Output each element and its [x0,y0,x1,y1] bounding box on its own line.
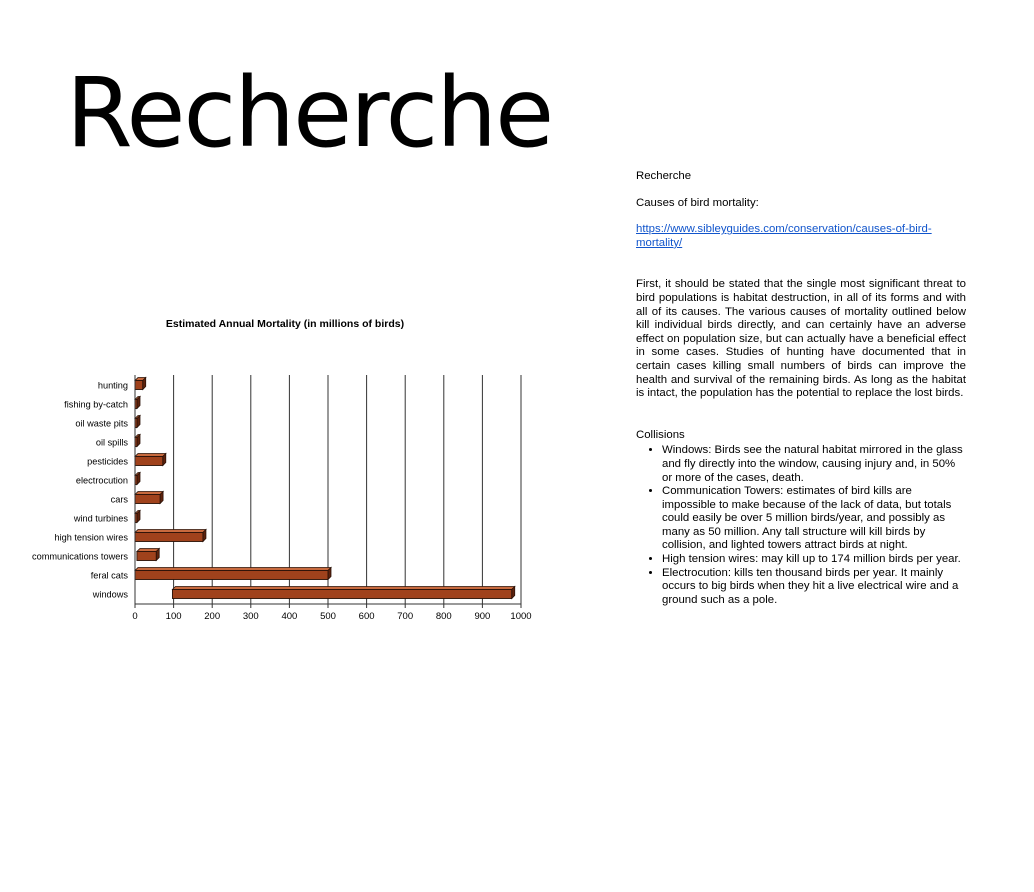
category-label-feral-cats: feral cats [90,570,128,581]
bar-pesticides [135,454,166,466]
bar-high-tension-wires [135,530,206,542]
chart-title: Estimated Annual Mortality (in millions of birds) [165,318,405,330]
bar-front-windows [172,590,511,599]
category-label-communications-towers: communications towers [32,551,128,562]
category-label-oil-waste-pits: oil waste pits [75,418,128,429]
mortality-chart [20,305,560,630]
bar-front-hunting [135,381,143,390]
bullet-electrocution: • Electrocution: kills ten thousand birds per year. It mainly occurs to big birds when they hit a live electrical wire and a ground such as a pole. [662,567,966,608]
bar-top-cars [135,492,163,495]
collisions-heading: Collisions [636,428,685,441]
category-label-windows: windows [92,589,128,600]
tick-label-500: 500 [320,611,336,622]
tick-label-900: 900 [474,611,491,622]
chart-category-labels [32,381,128,600]
bar-hunting [135,378,146,390]
bar-top-pesticides [135,454,166,457]
bullet-communication-towers: • Communication Towers: estimates of bird kills are impossible to make because of the lack of data, but totals could easily be over 5 million birds/year, and possibly as many as 50 million. Any tall structure will kill birds by collision, and lighted towers attract birds at night. [662,485,966,553]
chart-bars [135,378,515,599]
bar-oil-spills [135,435,140,447]
bar-front-feral-cats [135,571,328,580]
category-label-oil-spills: oil spills [95,437,128,448]
doc-subheading: Causes of bird mortality: [636,196,759,209]
tick-label-100: 100 [165,611,182,622]
category-label-high-tension-wires: high tension wires [54,532,128,543]
tick-label-1000: 1000 [510,611,532,622]
tick-label-800: 800 [435,611,452,622]
tick-label-400: 400 [281,611,298,622]
category-label-cars: cars [110,494,128,505]
bar-cars [135,492,163,504]
slide-title: Recherche [66,57,553,169]
tick-label-200: 200 [204,611,221,622]
tick-label-700: 700 [397,611,414,622]
collisions-list [636,444,966,607]
bar-top-high-tension-wires [135,530,206,533]
bar-electrocution [135,473,140,485]
bar-top-communications-towers [137,549,159,552]
bullet-high-tension-wires: • High tension wires: may kill up to 174 million birds per year. [662,553,966,567]
bar-feral-cats [135,568,331,580]
bar-top-windows [172,587,514,590]
category-label-fishing-by-catch: fishing by-catch [64,399,128,410]
bar-front-communications-towers [137,552,156,561]
tick-label-0: 0 [132,611,138,622]
tick-label-600: 600 [358,611,375,622]
bar-communications-towers [137,549,159,561]
bar-front-cars [135,495,160,504]
bar-windows [172,587,514,599]
source-link[interactable]: https://www.sibleyguides.com/conservation/causes-of-bird-mortality/ [636,223,932,249]
bar-wind-turbines [135,511,140,523]
bar-oil-waste-pits [135,416,140,428]
category-label-electrocution: electrocution [75,475,128,486]
bar-fishing-by-catch [135,397,140,409]
chart-tick-labels [132,611,531,622]
bar-top-feral-cats [135,568,331,571]
category-label-pesticides: pesticides [87,456,128,467]
doc-paragraph: First, it should be stated that the single most significant threat to bird populations is habitat destruction, in all of its forms and with all of its causes. The various causes of mortality outlined below kill individual birds directly, and can certainly have an adverse effect on population size, but can actually have a beneficial effect in some cases. Studies of hunting have documented that in certain cases killing small numbers of birds can improve the health and survival of the remaining birds. As long as the habitat is intact, the population has the potential to replace the lost birds. [636,278,966,400]
document-panel [636,170,966,607]
bullet-windows: • Windows: Birds see the natural habitat mirrored in the glass and fly directly into the window, causing injury and, in 50% or more of the cases, death. [662,444,966,485]
tick-label-300: 300 [242,611,259,622]
doc-heading: Recherche [636,170,692,182]
bar-front-pesticides [135,457,163,466]
category-label-wind-turbines: wind turbines [73,513,128,524]
category-label-hunting: hunting [97,380,128,391]
bar-front-high-tension-wires [135,533,203,542]
